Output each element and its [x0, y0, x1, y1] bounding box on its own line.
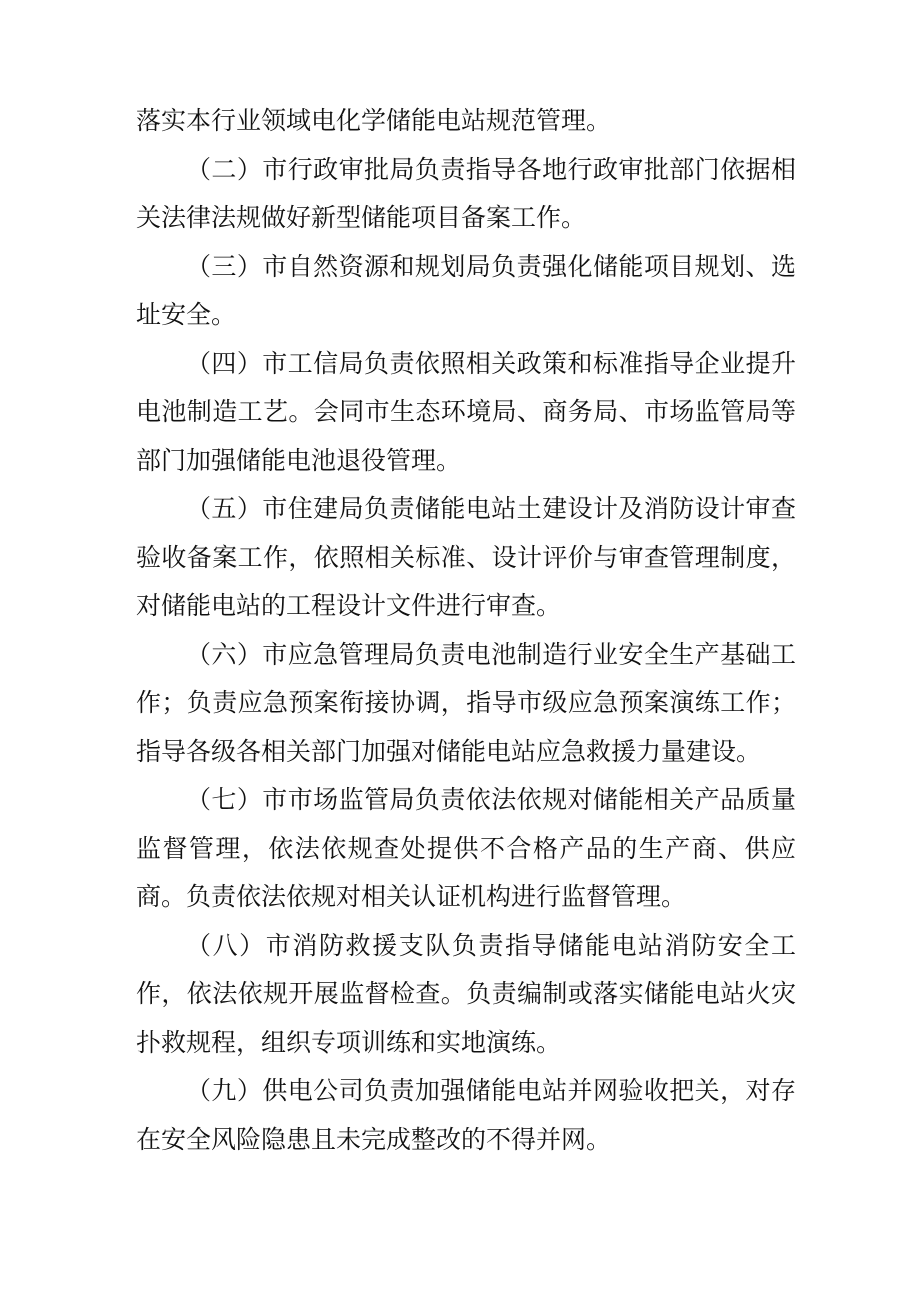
paragraph-item-6: （六）市应急管理局负责电池制造行业安全生产基础工作；负责应急预案衔接协调，指导市级应急预案演练工作；指导各级各相关部门加强对储能电站应急救援力量建设。: [136, 639, 796, 766]
paragraph-item-3: （三）市自然资源和规划局负责强化储能项目规划、选址安全。: [136, 251, 796, 329]
document-body: [136, 97, 796, 1164]
paragraph-item-8: （八）市消防救援支队负责指导储能电站消防安全工作，依法依规开展监督检查。负责编制或落实储能电站火灾扑救规程，组织专项训练和实地演练。: [136, 930, 796, 1057]
paragraph-item-4: （四）市工信局负责依照相关政策和标准指导企业提升电池制造工艺。会同市生态环境局、商务局、市场监管局等部门加强储能电池退役管理。: [136, 348, 796, 475]
paragraph-item-7: （七）市市场监管局负责依法依规对储能相关产品质量监督管理，依法依规查处提供不合格产品的生产商、供应商。负责依法依规对相关认证机构进行监督管理。: [136, 785, 796, 911]
paragraph-continuation: 落实本行业领域电化学储能电站规范管理。: [136, 106, 612, 135]
paragraph-item-5: （五）市住建局负责储能电站土建设计及消防设计审查验收备案工作，依照相关标准、设计评价与审查管理制度，对储能电站的工程设计文件进行审查。: [136, 494, 796, 620]
paragraph-item-2: （二）市行政审批局负责指导各地行政审批部门依据相关法律法规做好新型储能项目备案工作。: [136, 154, 796, 232]
paragraph-item-9: （九）供电公司负责加强储能电站并网验收把关，对存在安全风险隐患且未完成整改的不得并网。: [136, 1076, 796, 1154]
